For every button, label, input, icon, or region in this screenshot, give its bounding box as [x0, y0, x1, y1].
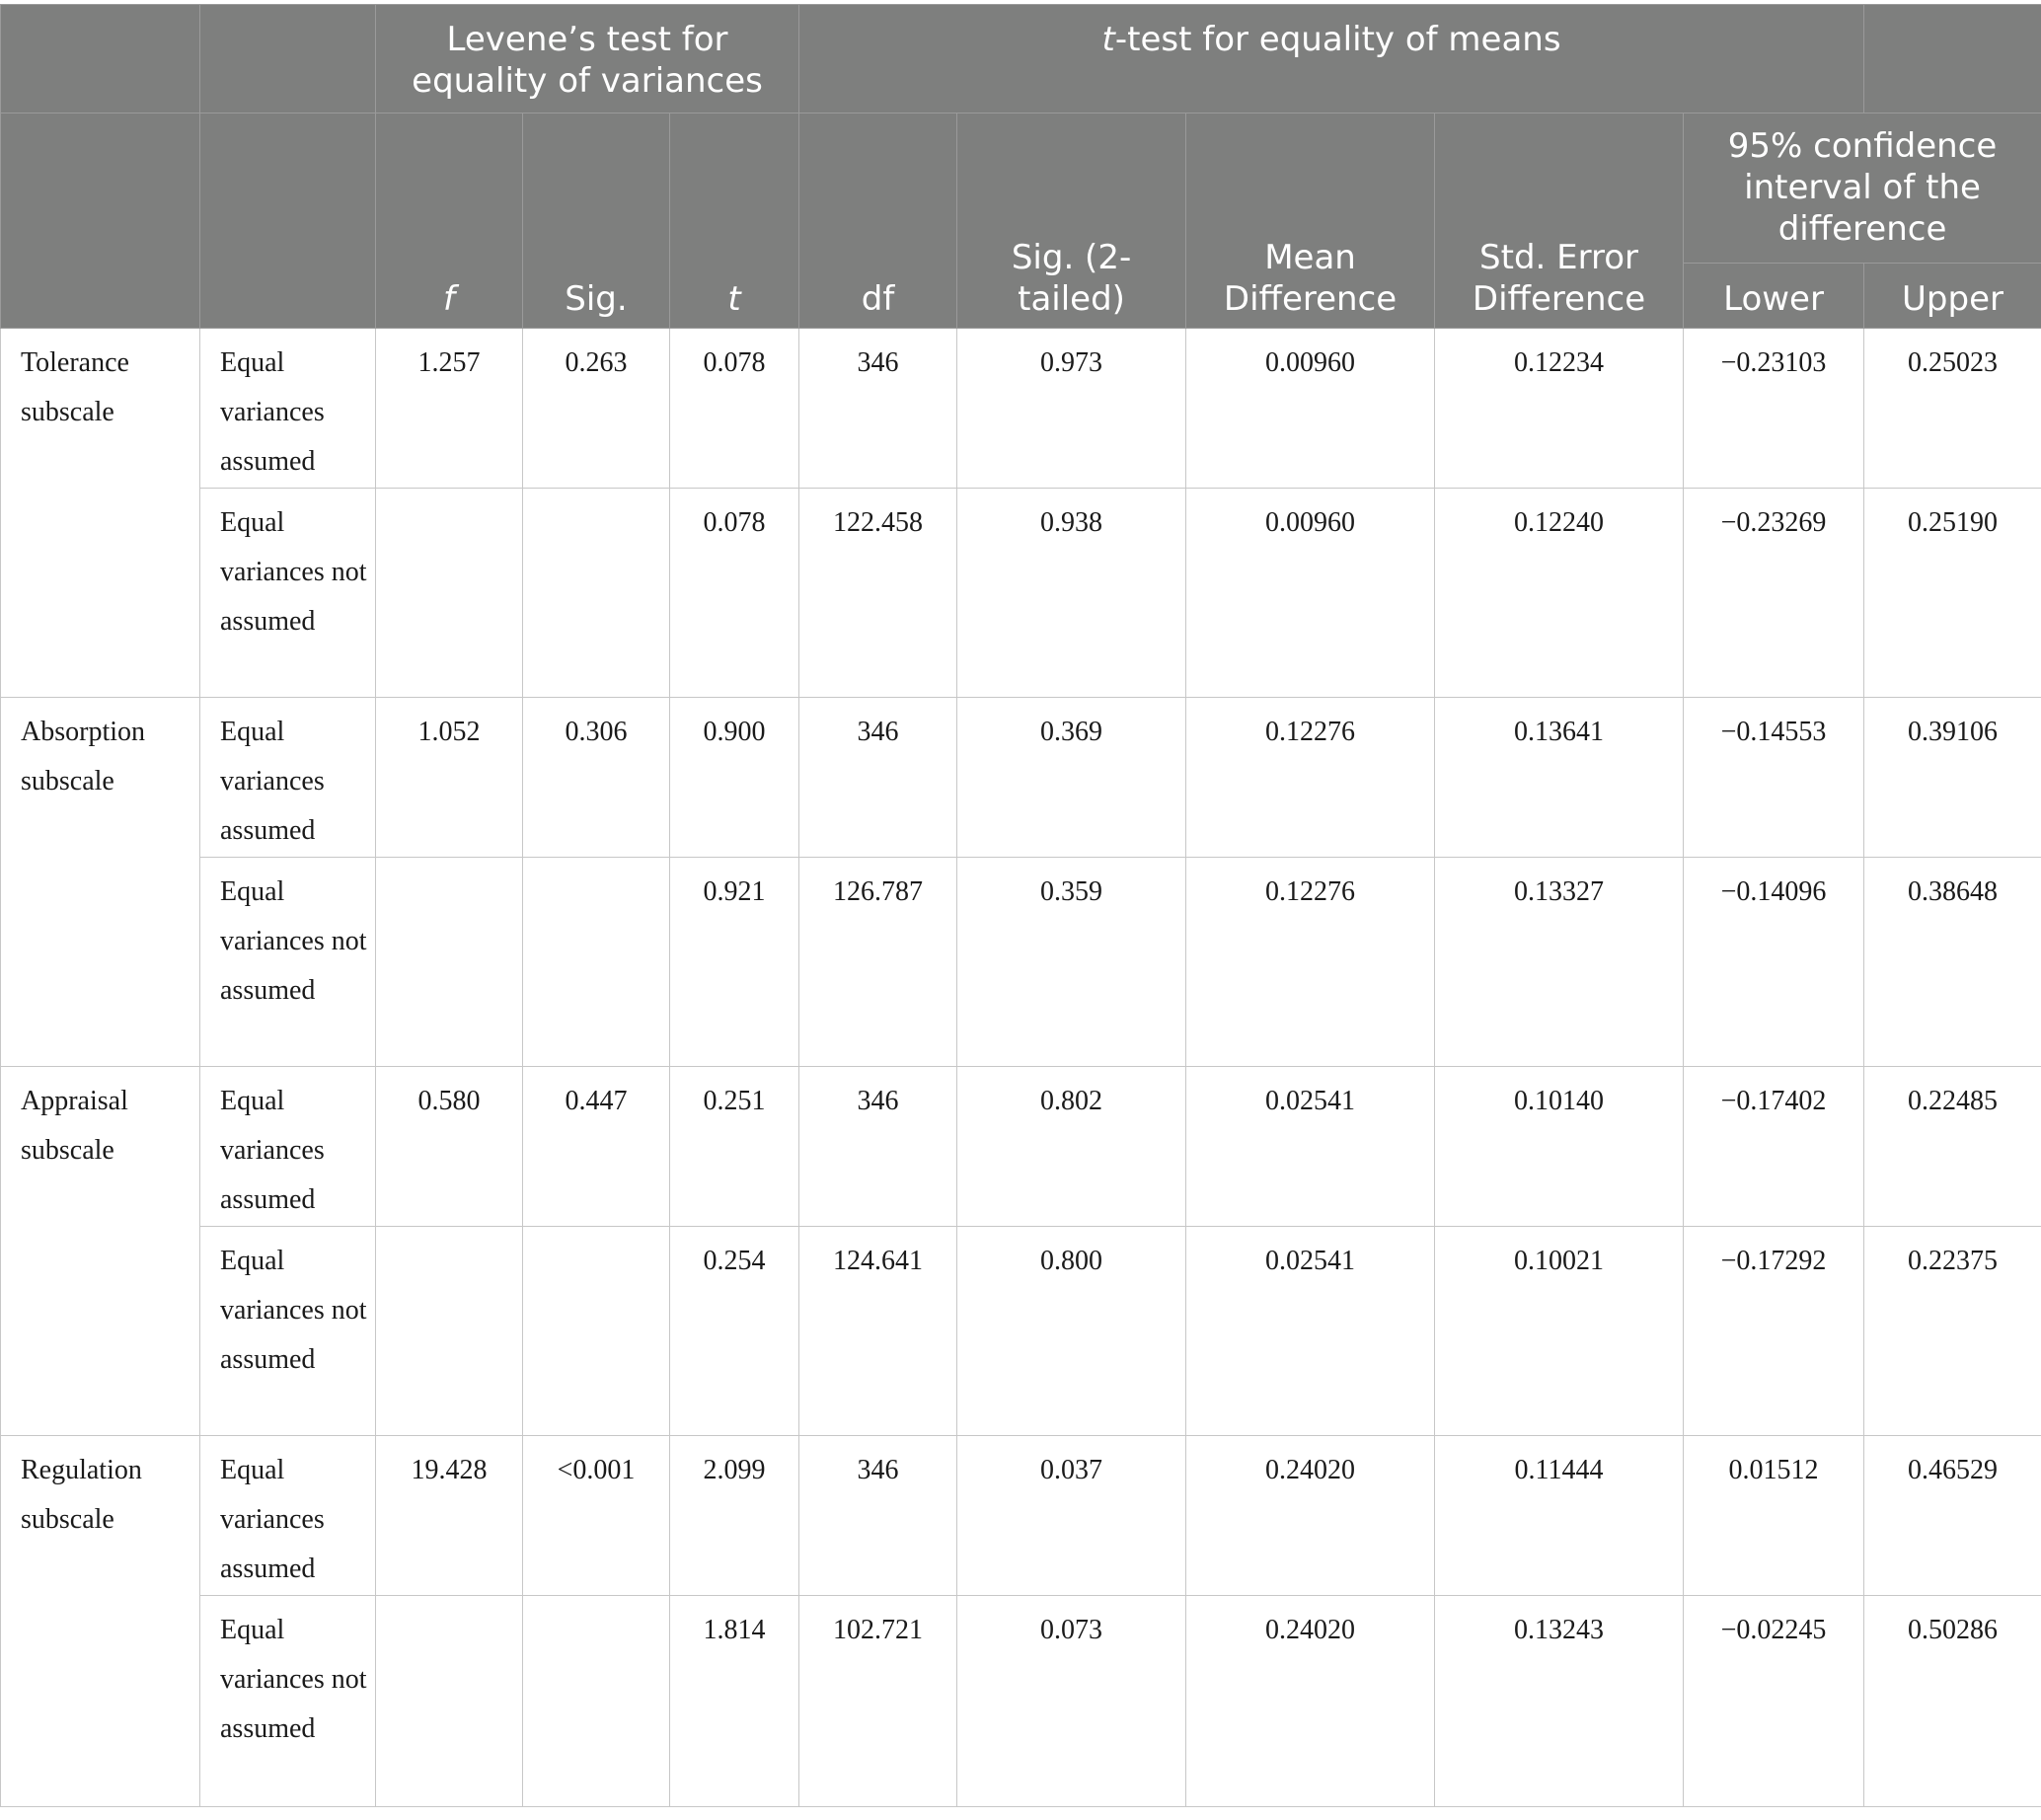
- sig-cell: [523, 1227, 670, 1436]
- lower-cell: −0.17402: [1684, 1067, 1864, 1227]
- levene-group-header: Levene’s test for equality of variances: [376, 5, 799, 114]
- sig2-cell: 0.359: [957, 858, 1186, 1067]
- col-sig: Sig.: [523, 114, 670, 329]
- std-err-cell: 0.11444: [1435, 1436, 1684, 1596]
- table-row: [1, 1067, 2041, 1227]
- condition-cell: Equal variances not assumed: [200, 1596, 376, 1807]
- t-cell: 0.078: [670, 329, 799, 489]
- col-f: f: [376, 114, 523, 329]
- table-row: [1, 489, 2041, 698]
- upper-cell: 0.22375: [1864, 1227, 2041, 1436]
- df-cell: 124.641: [799, 1227, 957, 1436]
- mean-diff-cell: 0.02541: [1186, 1067, 1435, 1227]
- col-upper: Upper: [1864, 264, 2041, 329]
- table-header: [1, 5, 2041, 329]
- upper-cell: 0.38648: [1864, 858, 2041, 1067]
- mean-diff-cell: 0.12276: [1186, 858, 1435, 1067]
- std-err-cell: 0.13243: [1435, 1596, 1684, 1807]
- t-test-results-table: [0, 4, 2041, 1807]
- sig-cell: 0.447: [523, 1067, 670, 1227]
- t-cell: 0.900: [670, 698, 799, 858]
- upper-cell: 0.25023: [1864, 329, 2041, 489]
- t-cell: 0.921: [670, 858, 799, 1067]
- upper-cell: 0.22485: [1864, 1067, 2041, 1227]
- condition-cell: Equal variances assumed: [200, 1067, 376, 1227]
- lower-cell: −0.14096: [1684, 858, 1864, 1067]
- f-cell: 1.257: [376, 329, 523, 489]
- f-cell: [376, 858, 523, 1067]
- table-body: [1, 329, 2041, 1807]
- ttest-group-label: -test for equality of means: [1114, 20, 1561, 59]
- col-df: df: [799, 114, 957, 329]
- col-lower: Lower: [1684, 264, 1864, 329]
- scale-cell: Tolerance subscale: [1, 329, 200, 698]
- upper-cell: 0.46529: [1864, 1436, 2041, 1596]
- std-err-cell: 0.10021: [1435, 1227, 1684, 1436]
- df-cell: 126.787: [799, 858, 957, 1067]
- upper-cell: 0.25190: [1864, 489, 2041, 698]
- lower-cell: −0.23269: [1684, 489, 1864, 698]
- scale-cell: Appraisal subscale: [1, 1067, 200, 1436]
- header-empty-3: [1864, 5, 2041, 114]
- lower-cell: 0.01512: [1684, 1436, 1864, 1596]
- ci-group-header: 95% confidence interval of the difference: [1684, 114, 2041, 264]
- sig-cell: [523, 1596, 670, 1807]
- ttest-group-header: [799, 5, 1864, 114]
- t-cell: 0.254: [670, 1227, 799, 1436]
- header-empty-2: [200, 5, 376, 114]
- mean-diff-cell: 0.02541: [1186, 1227, 1435, 1436]
- sig2-cell: 0.938: [957, 489, 1186, 698]
- header-condition: [200, 114, 376, 329]
- mean-diff-cell: 0.00960: [1186, 329, 1435, 489]
- table-row: [1, 329, 2041, 489]
- f-cell: 1.052: [376, 698, 523, 858]
- condition-cell: Equal variances assumed: [200, 329, 376, 489]
- mean-diff-cell: 0.12276: [1186, 698, 1435, 858]
- sig-cell: [523, 489, 670, 698]
- f-cell: 0.580: [376, 1067, 523, 1227]
- lower-cell: −0.17292: [1684, 1227, 1864, 1436]
- scale-cell: Absorption subscale: [1, 698, 200, 1067]
- sig-cell: 0.306: [523, 698, 670, 858]
- upper-cell: 0.50286: [1864, 1596, 2041, 1807]
- t-cell: 1.814: [670, 1596, 799, 1807]
- header-empty-1: [1, 5, 200, 114]
- df-cell: 346: [799, 1067, 957, 1227]
- sig-cell: 0.263: [523, 329, 670, 489]
- std-err-cell: 0.12240: [1435, 489, 1684, 698]
- mean-diff-cell: 0.24020: [1186, 1436, 1435, 1596]
- col-t: t: [670, 114, 799, 329]
- df-cell: 346: [799, 1436, 957, 1596]
- std-err-cell: 0.10140: [1435, 1067, 1684, 1227]
- condition-cell: Equal variances not assumed: [200, 858, 376, 1067]
- header-scale: [1, 114, 200, 329]
- df-cell: 102.721: [799, 1596, 957, 1807]
- sig-cell: <0.001: [523, 1436, 670, 1596]
- lower-cell: −0.02245: [1684, 1596, 1864, 1807]
- table-row: [1, 858, 2041, 1067]
- lower-cell: −0.14553: [1684, 698, 1864, 858]
- f-cell: [376, 1227, 523, 1436]
- sig2-cell: 0.037: [957, 1436, 1186, 1596]
- t-cell: 0.078: [670, 489, 799, 698]
- sig2-cell: 0.973: [957, 329, 1186, 489]
- condition-cell: Equal variances not assumed: [200, 1227, 376, 1436]
- col-mean-difference: Mean Difference: [1186, 114, 1435, 329]
- condition-cell: Equal variances not assumed: [200, 489, 376, 698]
- mean-diff-cell: 0.24020: [1186, 1596, 1435, 1807]
- col-std-error-difference: Std. Error Difference: [1435, 114, 1684, 329]
- mean-diff-cell: 0.00960: [1186, 489, 1435, 698]
- ttest-t-symbol: t: [1101, 20, 1115, 59]
- f-cell: [376, 489, 523, 698]
- df-cell: 346: [799, 698, 957, 858]
- f-cell: [376, 1596, 523, 1807]
- f-cell: 19.428: [376, 1436, 523, 1596]
- std-err-cell: 0.13641: [1435, 698, 1684, 858]
- df-cell: 346: [799, 329, 957, 489]
- col-sig-2-tailed: Sig. (2-tailed): [957, 114, 1186, 329]
- std-err-cell: 0.12234: [1435, 329, 1684, 489]
- table-row: [1, 698, 2041, 858]
- scale-cell: Regulation subscale: [1, 1436, 200, 1807]
- std-err-cell: 0.13327: [1435, 858, 1684, 1067]
- condition-cell: Equal variances assumed: [200, 1436, 376, 1596]
- table-row: [1, 1596, 2041, 1807]
- table-row: [1, 1227, 2041, 1436]
- upper-cell: 0.39106: [1864, 698, 2041, 858]
- t-cell: 2.099: [670, 1436, 799, 1596]
- df-cell: 122.458: [799, 489, 957, 698]
- sig2-cell: 0.800: [957, 1227, 1186, 1436]
- condition-cell: Equal variances assumed: [200, 698, 376, 858]
- sig2-cell: 0.802: [957, 1067, 1186, 1227]
- sig2-cell: 0.073: [957, 1596, 1186, 1807]
- t-cell: 0.251: [670, 1067, 799, 1227]
- sig2-cell: 0.369: [957, 698, 1186, 858]
- lower-cell: −0.23103: [1684, 329, 1864, 489]
- table-row: [1, 1436, 2041, 1596]
- sig-cell: [523, 858, 670, 1067]
